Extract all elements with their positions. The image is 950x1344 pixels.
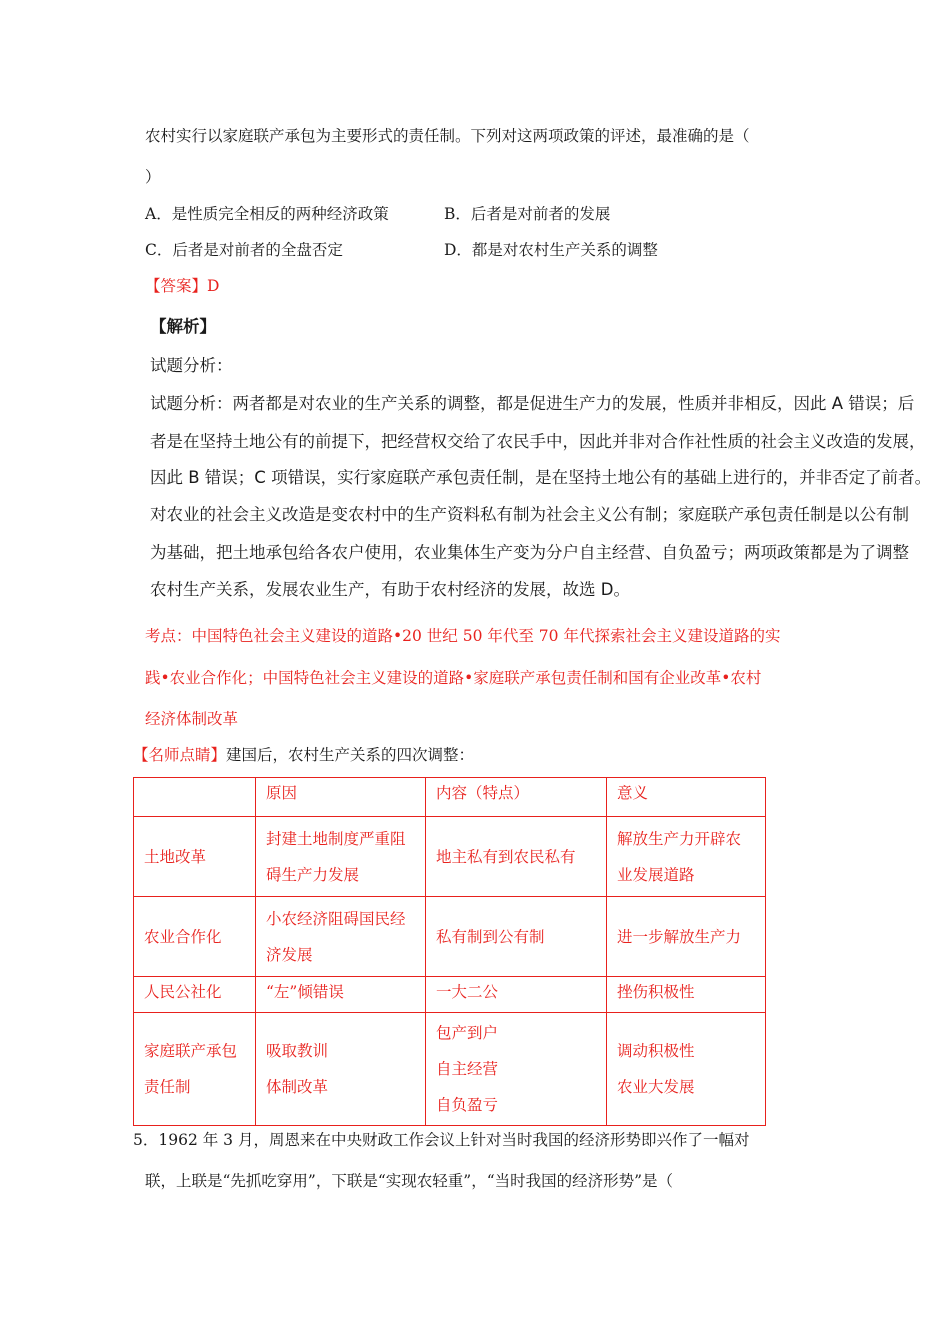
analysis-line-3: 因此 B 错误；C 项错误，实行家庭联产承包责任制，是在坚持土地公有的基础上进行的，并非否定了前者。 (150, 468, 932, 487)
cell-line: 农业大发展 (617, 1078, 695, 1096)
table-cell-name (134, 897, 256, 977)
analysis-subheading: 试题分析： (150, 356, 233, 375)
option-b: B．后者是对前者的发展 (444, 205, 611, 223)
analysis-line-4: 对农业的社会主义改造是变农村中的生产资料私有制为社会主义公有制；家庭联产承包责任制是以公有制 (150, 505, 909, 524)
option-c: C．后者是对前者的全盘否定 (145, 241, 343, 259)
table-row (134, 897, 766, 977)
table-cell-meaning (607, 977, 766, 1013)
cell-line: 体制改革 (266, 1078, 329, 1096)
cell-line: 吸取教训 (266, 1042, 329, 1060)
option-a: A．是性质完全相反的两种经济政策 (145, 205, 389, 223)
cell-line: 家庭联产承包 (144, 1042, 238, 1060)
cell-line: 自主经营 (436, 1060, 499, 1078)
analysis-line-5: 为基础，把土地承包给各农户使用，农业集体生产变为分户自主经营、自负盈亏；两项政策都是为了调整 (150, 543, 909, 562)
answer-value: D (207, 277, 220, 295)
question5-line-2: 联，上联是“先抓吃穿用”，下联是“实现农轻重”，“当时我国的经济形势”是（ (145, 1172, 674, 1190)
cell-line: 包产到户 (436, 1024, 499, 1042)
analysis-line-2: 者是在坚持土地公有的前提下，把经营权交给了农民手中，因此并非对合作社性质的社会主义改造的发展， (150, 432, 926, 451)
question5-line-1: 5．1962 年 3 月，周恩来在中央财政工作会议上针对当时我国的经济形势即兴作了一幅对 (133, 1131, 750, 1149)
table-cell-reason (256, 897, 426, 977)
question-stem-line-1: 农村实行以家庭联产承包为主要形式的责任制。下列对这两项政策的评述，最准确的是（ (145, 127, 750, 145)
kaodian-line-1: 考点：中国特色社会主义建设的道路•20 世纪 50 年代至 70 年代探索社会主义建设道路的实 (145, 627, 781, 645)
answer-label: 【答案】 (145, 277, 208, 295)
table-cell-content (426, 1013, 607, 1126)
table-cell-content (426, 897, 607, 977)
cell-line: 小农经济阻碍国民经 (266, 909, 406, 928)
table-header-row (134, 778, 766, 817)
table-cell-meaning (607, 897, 766, 977)
tip-label: 【名师点睛】 (133, 746, 227, 764)
tip-line (133, 745, 474, 765)
table-row (134, 977, 766, 1013)
table-row (134, 1013, 766, 1126)
answer-line (145, 276, 219, 296)
cell-line: “左”倾错误 (266, 983, 344, 1001)
cell-line: 农业合作化 (144, 927, 222, 946)
option-d: D．都是对农村生产关系的调整 (444, 241, 658, 259)
table-cell-meaning (607, 1013, 766, 1126)
table-row (134, 817, 766, 897)
table-cell-content (426, 817, 607, 897)
table-cell-name (134, 977, 256, 1013)
tip-text: 建国后，农村生产关系的四次调整： (226, 746, 475, 764)
cell-line: 人民公社化 (144, 983, 222, 1001)
cell-line: 土地改革 (144, 847, 207, 866)
cell-line: 一大二公 (436, 983, 499, 1001)
table-header-cell: 意义 (607, 778, 766, 817)
table-header-cell: 原因 (256, 778, 426, 817)
cell-line: 进一步解放生产力 (617, 927, 742, 946)
cell-line: 责任制 (144, 1078, 191, 1096)
cell-line: 碍生产力发展 (266, 865, 360, 884)
cell-line: 封建土地制度严重阻 (266, 829, 406, 848)
table-cell-meaning (607, 817, 766, 897)
question-stem-line-2: ） (145, 168, 161, 186)
cell-line: 地主私有到农民私有 (436, 847, 576, 866)
table-header-cell (134, 778, 256, 817)
cell-line: 解放生产力开辟农 (617, 829, 742, 848)
kaodian-line-2: 践•农业合作化；中国特色社会主义建设的道路•家庭联产承包责任制和国有企业改革•农村 (145, 669, 762, 687)
table-header-cell: 内容（特点） (426, 778, 607, 817)
analysis-line-6: 农村生产关系，发展农业生产，有助于农村经济的发展，故选 D。 (150, 580, 630, 599)
analysis-line-1: 试题分析：两者都是对农业的生产关系的调整，都是促进生产力的发展，性质并非相反，因此 A 错误；后 (150, 394, 915, 413)
cell-line: 私有制到公有制 (436, 927, 545, 946)
cell-line: 调动积极性 (617, 1042, 695, 1060)
cell-line: 济发展 (266, 945, 313, 964)
cell-line: 自负盈亏 (436, 1096, 499, 1114)
table-cell-content (426, 977, 607, 1013)
kaodian-line-3: 经济体制改革 (145, 710, 239, 728)
cell-line: 挫伤积极性 (617, 983, 695, 1001)
table-cell-reason (256, 1013, 426, 1126)
table-cell-name (134, 1013, 256, 1126)
adjustments-table (133, 777, 766, 1126)
table-cell-name (134, 817, 256, 897)
table-cell-reason (256, 977, 426, 1013)
cell-line: 业发展道路 (617, 865, 695, 884)
analysis-heading: 【解析】 (150, 317, 216, 336)
table-cell-reason (256, 817, 426, 897)
